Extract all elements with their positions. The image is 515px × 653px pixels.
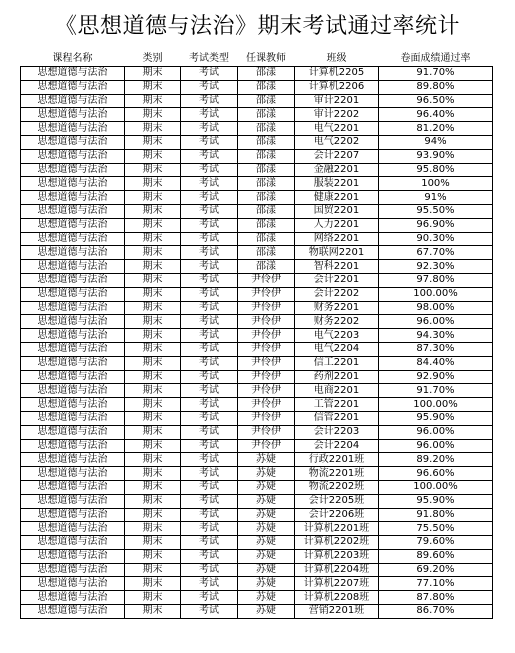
exam-type-cell: 考试 — [181, 342, 238, 356]
table-row — [21, 591, 493, 605]
class-cell: 电气2202 — [295, 135, 379, 149]
pass-rate-cell: 96.60% — [379, 467, 493, 481]
teacher-cell: 苏婕 — [238, 591, 295, 605]
pass-rate-cell: 96.50% — [379, 94, 493, 108]
pass-rate-cell: 96.00% — [379, 315, 493, 329]
pass-rate-cell: 91.70% — [379, 384, 493, 398]
table-row — [21, 94, 493, 108]
teacher-cell: 苏婕 — [238, 605, 295, 619]
teacher-cell: 苏婕 — [238, 522, 295, 536]
course-name-cell: 思想道德与法治 — [21, 232, 125, 246]
class-cell: 计算机2204班 — [295, 563, 379, 577]
course-name-cell: 思想道德与法治 — [21, 439, 125, 453]
course-name-cell: 思想道德与法治 — [21, 191, 125, 205]
pass-rate-cell: 87.30% — [379, 342, 493, 356]
exam-type-cell: 考试 — [181, 204, 238, 218]
exam-type-cell: 考试 — [181, 453, 238, 467]
pass-rate-cell: 67.70% — [379, 246, 493, 260]
exam-type-cell: 考试 — [181, 94, 238, 108]
pass-rate-cell: 94% — [379, 135, 493, 149]
teacher-cell: 尹伶伊 — [238, 301, 295, 315]
category-cell: 期末 — [125, 315, 181, 329]
category-cell: 期末 — [125, 522, 181, 536]
header-teacher: 任课教师 — [238, 52, 295, 67]
pass-rate-cell: 89.20% — [379, 453, 493, 467]
teacher-cell: 邵漾 — [238, 94, 295, 108]
category-cell: 期末 — [125, 204, 181, 218]
category-cell: 期末 — [125, 163, 181, 177]
class-cell: 会计2205班 — [295, 494, 379, 508]
table-row — [21, 260, 493, 274]
course-name-cell: 思想道德与法治 — [21, 80, 125, 94]
category-cell: 期末 — [125, 577, 181, 591]
class-cell: 营销2201班 — [295, 605, 379, 619]
class-cell: 审计2201 — [295, 94, 379, 108]
teacher-cell: 苏婕 — [238, 494, 295, 508]
teacher-cell: 邵漾 — [238, 135, 295, 149]
category-cell: 期末 — [125, 467, 181, 481]
pass-rate-cell: 95.50% — [379, 204, 493, 218]
category-cell: 期末 — [125, 549, 181, 563]
table-row — [21, 191, 493, 205]
category-cell: 期末 — [125, 453, 181, 467]
course-name-cell: 思想道德与法治 — [21, 177, 125, 191]
exam-type-cell: 考试 — [181, 411, 238, 425]
category-cell: 期末 — [125, 480, 181, 494]
pass-rate-cell: 69.20% — [379, 563, 493, 577]
exam-type-cell: 考试 — [181, 356, 238, 370]
course-name-cell: 思想道德与法治 — [21, 67, 125, 81]
exam-type-cell: 考试 — [181, 467, 238, 481]
course-name-cell: 思想道德与法治 — [21, 494, 125, 508]
class-cell: 健康2201 — [295, 191, 379, 205]
course-name-cell: 思想道德与法治 — [21, 453, 125, 467]
category-cell: 期末 — [125, 342, 181, 356]
class-cell: 金融2201 — [295, 163, 379, 177]
teacher-cell: 尹伶伊 — [238, 329, 295, 343]
table-row — [21, 80, 493, 94]
course-name-cell: 思想道德与法治 — [21, 508, 125, 522]
table-row — [21, 370, 493, 384]
exam-type-cell: 考试 — [181, 605, 238, 619]
category-cell: 期末 — [125, 273, 181, 287]
exam-type-cell: 考试 — [181, 177, 238, 191]
category-cell: 期末 — [125, 329, 181, 343]
exam-type-cell: 考试 — [181, 549, 238, 563]
teacher-cell: 邵漾 — [238, 67, 295, 81]
table-row — [21, 480, 493, 494]
class-cell: 电气2203 — [295, 329, 379, 343]
table-row — [21, 108, 493, 122]
category-cell: 期末 — [125, 425, 181, 439]
course-name-cell: 思想道德与法治 — [21, 411, 125, 425]
class-cell: 药剂2201 — [295, 370, 379, 384]
pass-rate-cell: 94.30% — [379, 329, 493, 343]
exam-type-cell: 考试 — [181, 232, 238, 246]
exam-type-cell: 考试 — [181, 218, 238, 232]
exam-type-cell: 考试 — [181, 508, 238, 522]
category-cell: 期末 — [125, 384, 181, 398]
category-cell: 期末 — [125, 398, 181, 412]
course-name-cell: 思想道德与法治 — [21, 384, 125, 398]
category-cell: 期末 — [125, 149, 181, 163]
pass-rate-cell: 92.90% — [379, 370, 493, 384]
category-cell: 期末 — [125, 591, 181, 605]
table-row — [21, 315, 493, 329]
exam-type-cell: 考试 — [181, 480, 238, 494]
table-row — [21, 439, 493, 453]
class-cell: 会计2204 — [295, 439, 379, 453]
category-cell: 期末 — [125, 122, 181, 136]
pass-rate-table — [20, 52, 493, 619]
teacher-cell: 尹伶伊 — [238, 315, 295, 329]
class-cell: 计算机2207班 — [295, 577, 379, 591]
pass-rate-cell: 89.80% — [379, 80, 493, 94]
course-name-cell: 思想道德与法治 — [21, 563, 125, 577]
pass-rate-cell: 93.90% — [379, 149, 493, 163]
teacher-cell: 邵漾 — [238, 232, 295, 246]
pass-rate-cell: 91.80% — [379, 508, 493, 522]
class-cell: 网络2201 — [295, 232, 379, 246]
pass-rate-cell: 89.60% — [379, 549, 493, 563]
course-name-cell: 思想道德与法治 — [21, 549, 125, 563]
class-cell: 会计2203 — [295, 425, 379, 439]
pass-rate-cell: 100.00% — [379, 480, 493, 494]
pass-rate-cell: 95.90% — [379, 411, 493, 425]
class-cell: 智科2201 — [295, 260, 379, 274]
teacher-cell: 苏婕 — [238, 536, 295, 550]
teacher-cell: 邵漾 — [238, 80, 295, 94]
table-row — [21, 467, 493, 481]
exam-type-cell: 考试 — [181, 494, 238, 508]
teacher-cell: 苏婕 — [238, 508, 295, 522]
exam-type-cell: 考试 — [181, 80, 238, 94]
course-name-cell: 思想道德与法治 — [21, 204, 125, 218]
course-name-cell: 思想道德与法治 — [21, 273, 125, 287]
pass-rate-cell: 96.00% — [379, 425, 493, 439]
class-cell: 计算机2208班 — [295, 591, 379, 605]
exam-type-cell: 考试 — [181, 301, 238, 315]
pass-rate-cell: 77.10% — [379, 577, 493, 591]
course-name-cell: 思想道德与法治 — [21, 536, 125, 550]
class-cell: 电气2201 — [295, 122, 379, 136]
course-name-cell: 思想道德与法治 — [21, 149, 125, 163]
category-cell: 期末 — [125, 605, 181, 619]
exam-type-cell: 考试 — [181, 191, 238, 205]
exam-type-cell: 考试 — [181, 315, 238, 329]
course-name-cell: 思想道德与法治 — [21, 425, 125, 439]
class-cell: 会计2207 — [295, 149, 379, 163]
table-row — [21, 204, 493, 218]
pass-rate-cell: 79.60% — [379, 536, 493, 550]
table-row — [21, 67, 493, 81]
pass-rate-cell: 75.50% — [379, 522, 493, 536]
pass-rate-cell: 81.20% — [379, 122, 493, 136]
category-cell: 期末 — [125, 260, 181, 274]
category-cell: 期末 — [125, 67, 181, 81]
course-name-cell: 思想道德与法治 — [21, 577, 125, 591]
class-cell: 审计2202 — [295, 108, 379, 122]
category-cell: 期末 — [125, 494, 181, 508]
pass-rate-cell: 86.70% — [379, 605, 493, 619]
class-cell: 会计2201 — [295, 273, 379, 287]
teacher-cell: 邵漾 — [238, 246, 295, 260]
teacher-cell: 尹伶伊 — [238, 342, 295, 356]
exam-type-cell: 考试 — [181, 287, 238, 301]
teacher-cell: 邵漾 — [238, 218, 295, 232]
table-row — [21, 287, 493, 301]
exam-type-cell: 考试 — [181, 591, 238, 605]
teacher-cell: 邵漾 — [238, 204, 295, 218]
course-name-cell: 思想道德与法治 — [21, 605, 125, 619]
table-row — [21, 494, 493, 508]
pass-rate-cell: 91% — [379, 191, 493, 205]
exam-type-cell: 考试 — [181, 563, 238, 577]
category-cell: 期末 — [125, 536, 181, 550]
category-cell: 期末 — [125, 108, 181, 122]
table-body — [21, 67, 493, 619]
table-row — [21, 273, 493, 287]
category-cell: 期末 — [125, 191, 181, 205]
course-name-cell: 思想道德与法治 — [21, 480, 125, 494]
teacher-cell: 邵漾 — [238, 260, 295, 274]
table-row — [21, 232, 493, 246]
class-cell: 计算机2201班 — [295, 522, 379, 536]
pass-rate-cell: 96.40% — [379, 108, 493, 122]
exam-type-cell: 考试 — [181, 398, 238, 412]
class-cell: 服装2201 — [295, 177, 379, 191]
exam-type-cell: 考试 — [181, 384, 238, 398]
class-cell: 会计2202 — [295, 287, 379, 301]
pass-rate-cell: 90.30% — [379, 232, 493, 246]
category-cell: 期末 — [125, 80, 181, 94]
teacher-cell: 邵漾 — [238, 122, 295, 136]
course-name-cell: 思想道德与法治 — [21, 246, 125, 260]
course-name-cell: 思想道德与法治 — [21, 135, 125, 149]
course-name-cell: 思想道德与法治 — [21, 329, 125, 343]
category-cell: 期末 — [125, 301, 181, 315]
exam-type-cell: 考试 — [181, 370, 238, 384]
teacher-cell: 邵漾 — [238, 108, 295, 122]
course-name-cell: 思想道德与法治 — [21, 94, 125, 108]
teacher-cell: 尹伶伊 — [238, 411, 295, 425]
pass-rate-cell: 98.00% — [379, 301, 493, 315]
course-name-cell: 思想道德与法治 — [21, 122, 125, 136]
pass-rate-cell: 95.90% — [379, 494, 493, 508]
table-row — [21, 425, 493, 439]
teacher-cell: 邵漾 — [238, 149, 295, 163]
course-name-cell: 思想道德与法治 — [21, 315, 125, 329]
exam-type-cell: 考试 — [181, 536, 238, 550]
teacher-cell: 尹伶伊 — [238, 425, 295, 439]
table-row — [21, 536, 493, 550]
exam-type-cell: 考试 — [181, 149, 238, 163]
pass-rate-cell: 84.40% — [379, 356, 493, 370]
class-cell: 计算机2202班 — [295, 536, 379, 550]
teacher-cell: 尹伶伊 — [238, 398, 295, 412]
category-cell: 期末 — [125, 218, 181, 232]
table-row — [21, 522, 493, 536]
teacher-cell: 尹伶伊 — [238, 384, 295, 398]
table-row — [21, 508, 493, 522]
class-cell: 工管2201 — [295, 398, 379, 412]
pass-rate-cell: 95.80% — [379, 163, 493, 177]
exam-type-cell: 考试 — [181, 67, 238, 81]
class-cell: 物流2202班 — [295, 480, 379, 494]
course-name-cell: 思想道德与法治 — [21, 260, 125, 274]
category-cell: 期末 — [125, 411, 181, 425]
course-name-cell: 思想道德与法治 — [21, 522, 125, 536]
teacher-cell: 尹伶伊 — [238, 356, 295, 370]
category-cell: 期末 — [125, 94, 181, 108]
exam-type-cell: 考试 — [181, 163, 238, 177]
exam-type-cell: 考试 — [181, 122, 238, 136]
table-row — [21, 549, 493, 563]
course-name-cell: 思想道德与法治 — [21, 108, 125, 122]
pass-rate-cell: 100.00% — [379, 398, 493, 412]
class-cell: 信工2201 — [295, 356, 379, 370]
category-cell: 期末 — [125, 370, 181, 384]
table-row — [21, 384, 493, 398]
class-cell: 物流2201班 — [295, 467, 379, 481]
exam-type-cell: 考试 — [181, 135, 238, 149]
course-name-cell: 思想道德与法治 — [21, 591, 125, 605]
class-cell: 人力2201 — [295, 218, 379, 232]
table-row — [21, 177, 493, 191]
table-row — [21, 342, 493, 356]
course-name-cell: 思想道德与法治 — [21, 467, 125, 481]
table-row — [21, 356, 493, 370]
teacher-cell: 尹伶伊 — [238, 287, 295, 301]
pass-rate-cell: 97.80% — [379, 273, 493, 287]
pass-rate-cell: 100% — [379, 177, 493, 191]
class-cell: 国贸2201 — [295, 204, 379, 218]
class-cell: 计算机2206 — [295, 80, 379, 94]
table-row — [21, 398, 493, 412]
table-row — [21, 135, 493, 149]
exam-type-cell: 考试 — [181, 522, 238, 536]
exam-type-cell: 考试 — [181, 577, 238, 591]
exam-type-cell: 考试 — [181, 329, 238, 343]
category-cell: 期末 — [125, 508, 181, 522]
teacher-cell: 苏婕 — [238, 549, 295, 563]
class-cell: 财务2202 — [295, 315, 379, 329]
class-cell: 会计2206班 — [295, 508, 379, 522]
table-header-row — [21, 52, 493, 67]
header-class: 班级 — [295, 52, 379, 67]
teacher-cell: 苏婕 — [238, 480, 295, 494]
table-row — [21, 605, 493, 619]
exam-type-cell: 考试 — [181, 425, 238, 439]
header-course-name: 课程名称 — [21, 52, 125, 67]
course-name-cell: 思想道德与法治 — [21, 287, 125, 301]
class-cell: 财务2201 — [295, 301, 379, 315]
course-name-cell: 思想道德与法治 — [21, 342, 125, 356]
table-row — [21, 163, 493, 177]
class-cell: 行政2201班 — [295, 453, 379, 467]
table-row — [21, 411, 493, 425]
pass-rate-cell: 92.30% — [379, 260, 493, 274]
pass-rate-cell: 91.70% — [379, 67, 493, 81]
table-row — [21, 149, 493, 163]
pass-rate-cell: 87.80% — [379, 591, 493, 605]
course-name-cell: 思想道德与法治 — [21, 163, 125, 177]
teacher-cell: 苏婕 — [238, 577, 295, 591]
exam-type-cell: 考试 — [181, 108, 238, 122]
pass-rate-cell: 96.90% — [379, 218, 493, 232]
table-row — [21, 122, 493, 136]
table-row — [21, 218, 493, 232]
table-row — [21, 563, 493, 577]
course-name-cell: 思想道德与法治 — [21, 301, 125, 315]
category-cell: 期末 — [125, 177, 181, 191]
class-cell: 计算机2205 — [295, 67, 379, 81]
pass-rate-cell: 100.00% — [379, 287, 493, 301]
teacher-cell: 尹伶伊 — [238, 370, 295, 384]
course-name-cell: 思想道德与法治 — [21, 218, 125, 232]
table-row — [21, 301, 493, 315]
page-title: 《思想道德与法治》期末考试通过率统计 — [54, 14, 460, 39]
header-pass-rate: 卷面成绩通过率 — [379, 52, 493, 67]
class-cell: 物联网2201 — [295, 246, 379, 260]
exam-type-cell: 考试 — [181, 246, 238, 260]
category-cell: 期末 — [125, 356, 181, 370]
category-cell: 期末 — [125, 287, 181, 301]
teacher-cell: 苏婕 — [238, 467, 295, 481]
teacher-cell: 邵漾 — [238, 191, 295, 205]
teacher-cell: 苏婕 — [238, 563, 295, 577]
category-cell: 期末 — [125, 232, 181, 246]
category-cell: 期末 — [125, 439, 181, 453]
exam-type-cell: 考试 — [181, 260, 238, 274]
table-row — [21, 453, 493, 467]
category-cell: 期末 — [125, 135, 181, 149]
category-cell: 期末 — [125, 246, 181, 260]
class-cell: 电商2201 — [295, 384, 379, 398]
teacher-cell: 邵漾 — [238, 177, 295, 191]
class-cell: 计算机2203班 — [295, 549, 379, 563]
exam-type-cell: 考试 — [181, 273, 238, 287]
table-row — [21, 246, 493, 260]
teacher-cell: 邵漾 — [238, 163, 295, 177]
exam-type-cell: 考试 — [181, 439, 238, 453]
category-cell: 期末 — [125, 563, 181, 577]
course-name-cell: 思想道德与法治 — [21, 356, 125, 370]
pass-rate-cell: 96.00% — [379, 439, 493, 453]
class-cell: 信管2201 — [295, 411, 379, 425]
table-row — [21, 329, 493, 343]
teacher-cell: 尹伶伊 — [238, 273, 295, 287]
teacher-cell: 苏婕 — [238, 453, 295, 467]
header-exam-type: 考试类型 — [181, 52, 238, 67]
course-name-cell: 思想道德与法治 — [21, 370, 125, 384]
header-category: 类别 — [125, 52, 181, 67]
teacher-cell: 尹伶伊 — [238, 439, 295, 453]
table-row — [21, 577, 493, 591]
class-cell: 电气2204 — [295, 342, 379, 356]
course-name-cell: 思想道德与法治 — [21, 398, 125, 412]
